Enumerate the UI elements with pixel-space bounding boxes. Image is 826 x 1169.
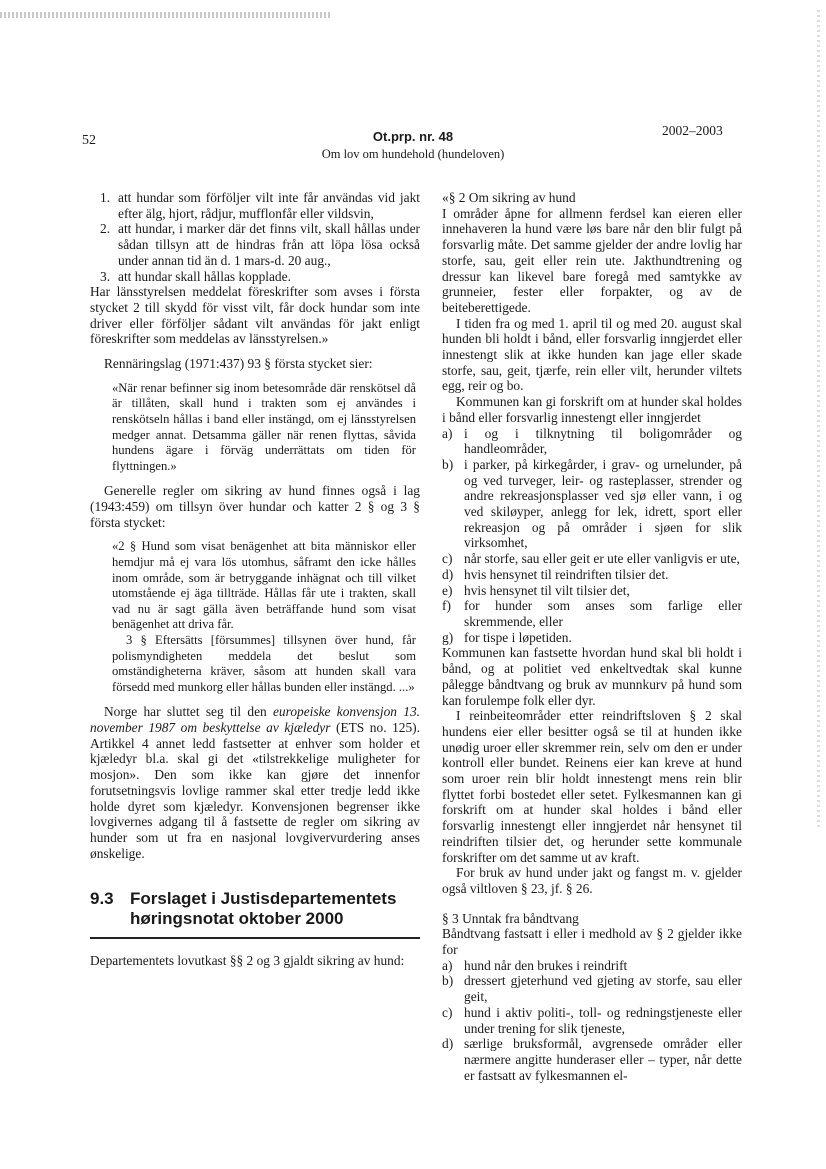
paragraph: I tiden fra og med 1. april til og med 20. august skal hunden bli holdt i bånd, eller forsvarlig inngjerdet eller innestengt slik at ikke hunden kan jage eller skade storfe, sau, geit, tjærfe, rein eller vilt, herunder viltets egg, reir og bo. — [442, 315, 742, 394]
list-text: for tispe i løpetiden. — [464, 629, 572, 645]
block-quote: «2 § Hund som visat benägenhet att bita människor eller hemdjur må ej vara lös utomhus, såframt den icke hålles inom område, som är betryggande inhägnat och till vilket utomstående ej äga tillträde. Hållas får ute i trakten, skall vad nu är sagt gälla även beträffande hund som visat benägenhet att driva får. — [112, 539, 416, 632]
list-text: hvis hensynet til reindriften tilsier det. — [464, 566, 669, 582]
list-item — [442, 598, 742, 629]
list-marker: 1. — [100, 190, 111, 205]
list-item — [442, 958, 742, 974]
left-column — [90, 190, 420, 969]
lettered-list — [442, 958, 742, 1084]
list-text: att hundar, i marker där det finns vilt, skall hållas under sådan tillsyn att de hindras från att löpa lösa också under annan tid än d. 1 mars-d. 20 aug., — [118, 221, 420, 268]
list-item — [442, 583, 742, 599]
convention-title: europeiske konvensjon 13. november 1987 om beskyttelse av kjæledyr — [90, 704, 420, 736]
paragraph: Generelle regler om sikring av hund finnes også i lag (1943:459) om tillsyn över hundar och katter 2 § og 3 § första stycket: — [90, 483, 420, 530]
list-item — [90, 269, 420, 285]
text-run: Norge har sluttet seg til den — [104, 704, 273, 720]
list-text: for hunder som anses som farlige eller skremmende, eller — [464, 598, 742, 629]
list-item — [442, 973, 742, 1004]
list-item — [442, 1036, 742, 1083]
list-text: når storfe, sau eller geit er ute eller vanligvis er ute, — [464, 551, 740, 567]
list-item — [442, 567, 742, 583]
list-marker: d) — [442, 566, 454, 582]
list-text: hund når den brukes i reindrift — [464, 957, 628, 973]
list-text: i parker, på kirkegårder, i grav- og urnelunder, på og ved turveger, leir- og rasteplasser, strender og andre rekreasjonsplasser ved sjø eller vann, i og ved skiløyper, anlegg for lek, idrett, sport eller rekreasjon og på områder i sjøen for slik virksomhet, — [464, 456, 742, 551]
list-text: dressert gjeterhund ved gjeting av storfe, sau eller geit, — [464, 973, 742, 1005]
paragraph: Har länsstyrelsen meddelat föreskrifter som avses i första stycket 2 till skydd för visst vilt, får dock hundar som inte driver eller förföljer sådant vilt användas för jakt enligt föreskrifter som meddelas av länsstyrelsen.» — [90, 284, 420, 347]
paragraph: I reinbeiteområder etter reindriftsloven § 2 skal hundens eier eller besitter også se til at hunden ikke unødig uroer eller skremmer rein, selv om den er under kontroll eller bundet. Reinens eier kan kreve at hund som uroer rein blir holdt innestengt mens rein blir flyttet forbi bostedet eller setet. Fylkesmannen kan gi forskrift om at hunder skal holdes i bånd eller forsvarlig innestengt eller inngjerdet når hensynet til reindriften tilsier det, og herunder sette kommunale forskrifter om det samme ut av kraft. — [442, 708, 742, 865]
list-marker: b) — [442, 973, 454, 989]
list-marker: a) — [442, 957, 453, 973]
list-item — [442, 457, 742, 551]
scan-artifact-top — [0, 12, 330, 18]
lettered-list — [442, 426, 742, 646]
document-year: 2002–2003 — [662, 123, 723, 138]
list-marker: d) — [442, 1036, 454, 1052]
section-heading — [90, 889, 420, 929]
list-item — [90, 221, 420, 268]
list-item — [442, 551, 742, 567]
paragraph: Departementets lovutkast §§ 2 og 3 gjaldt sikring av hund: — [90, 953, 405, 969]
paragraph: Rennäringslag (1971:437) 93 § första stycket sier: — [104, 356, 373, 372]
list-marker: c) — [442, 551, 453, 567]
list-marker: 3. — [100, 268, 111, 284]
paragraph — [90, 704, 420, 861]
list-marker: c) — [442, 1004, 453, 1020]
section-number: 9.3 — [90, 889, 114, 909]
paragraph: Kommunen kan fastsette hvordan hund skal bli holdt i bånd, og at politiet ved enkeltvedtak skal kunne pålegge båndtvang og bruk av munnkurv på hund som kan forulempe folk eller dyr. — [442, 645, 742, 708]
list-text: særlige bruksformål, avgrensede områder eller nærmere angitte hunderaser eller – typer, når dette er fastsatt av fylkesmannen el- — [464, 1036, 742, 1083]
block-quote: 3 § Eftersätts [försummes] tillsynen över hund, får polismyndigheten meddela det beslut som omständigheterna kräver, såsom att hunden skall vara försedd med munkorg eller hållas bunden eller instängd. ...» — [112, 632, 416, 694]
list-item — [442, 1005, 742, 1036]
list-text: hvis hensynet til vilt tilsier det, — [464, 582, 630, 598]
list-item — [442, 630, 742, 646]
list-marker: 2. — [100, 221, 111, 237]
list-text: att hundar som förföljer vilt inte får användas vid jakt efter älg, hjort, rådjur, mufflonfår eller vildsvin, — [118, 190, 420, 221]
paragraph: Båndtvang fastsatt i eller i medhold av § 2 gjelder ikke for — [442, 926, 742, 958]
list-text: i og i tilknytning til boligområder og handleområder, — [464, 425, 742, 457]
list-item — [442, 426, 742, 457]
list-text: att hundar skall hållas kopplade. — [118, 268, 291, 284]
list-marker: f) — [442, 598, 451, 614]
list-marker: e) — [442, 582, 453, 598]
page-number: 52 — [82, 133, 96, 148]
paragraph: Kommunen kan gi forskrift om at hunder skal holdes i bånd eller forsvarlig innestengt eller inngjerdet — [442, 394, 742, 425]
section-title: Forslaget i Justisdepartementets høringsnotat oktober 2000 — [130, 889, 397, 929]
block-quote: «När renar befinner sig inom betesområde där renskötsel då är tillåten, skall hund i trakten som ej användes i renskötseln hållas i band eller instängd, om ej länsstyrelsen medger annat. Detsamma gäller när renen flyttas, såvida hundens ägare i förväg underrättats om tiden för flyttningen.» — [112, 380, 416, 473]
document-subtitle: Om lov om hundehold (hundeloven) — [321, 147, 505, 161]
list-marker: a) — [442, 425, 453, 441]
paragraph: I områder åpne for allmenn ferdsel kan eieren eller innehaveren la hund være løs bare når den blir fulgt på forsvarlig måte. Det samme gjelder der andre lovlig har storfe, sau, geit eller rein ute. Jakthundtrening og dressur kan likevel bare foregå med samtykke av grunneier, fester eller forpakter, og av de beiteberettigede. — [442, 205, 742, 315]
section-3-title: § 3 Unntak fra båndtvang — [442, 910, 579, 926]
document-title: Ot.prp. nr. 48 — [372, 129, 454, 144]
list-text: hund i aktiv politi-, toll- og redningstjeneste eller under trening for slik tjeneste, — [464, 1004, 742, 1036]
section-2-title: «§ 2 Om sikring av hund — [442, 190, 576, 205]
paragraph: For bruk av hund under jakt og fangst m. v. gjelder også viltloven § 23, jf. § 26. — [442, 865, 742, 896]
list-marker: b) — [442, 456, 454, 472]
list-item — [90, 190, 420, 221]
heading-rule — [90, 937, 420, 939]
text-run: (ETS no. 125). Artikkel 4 annet ledd fastsetter at enhver som holder et kjæledyr bl.a. skal gi det «tilstrekkelige muligheter for mosjon». Den som ikke kan gjøre det innenfor forutsetningsvis lovlige rammer skal etter tredje ledd ikke holde dyret som kjæledyr. Konvensjonen begrenser ikke lovgivernes adgang til å fastsette de regler om sikring av hunder som ut fra en nasjonal lovgivervurdering anses ønskelige. — [90, 720, 420, 861]
list-marker: g) — [442, 629, 454, 645]
right-column — [442, 190, 742, 1083]
numbered-list — [90, 190, 420, 284]
